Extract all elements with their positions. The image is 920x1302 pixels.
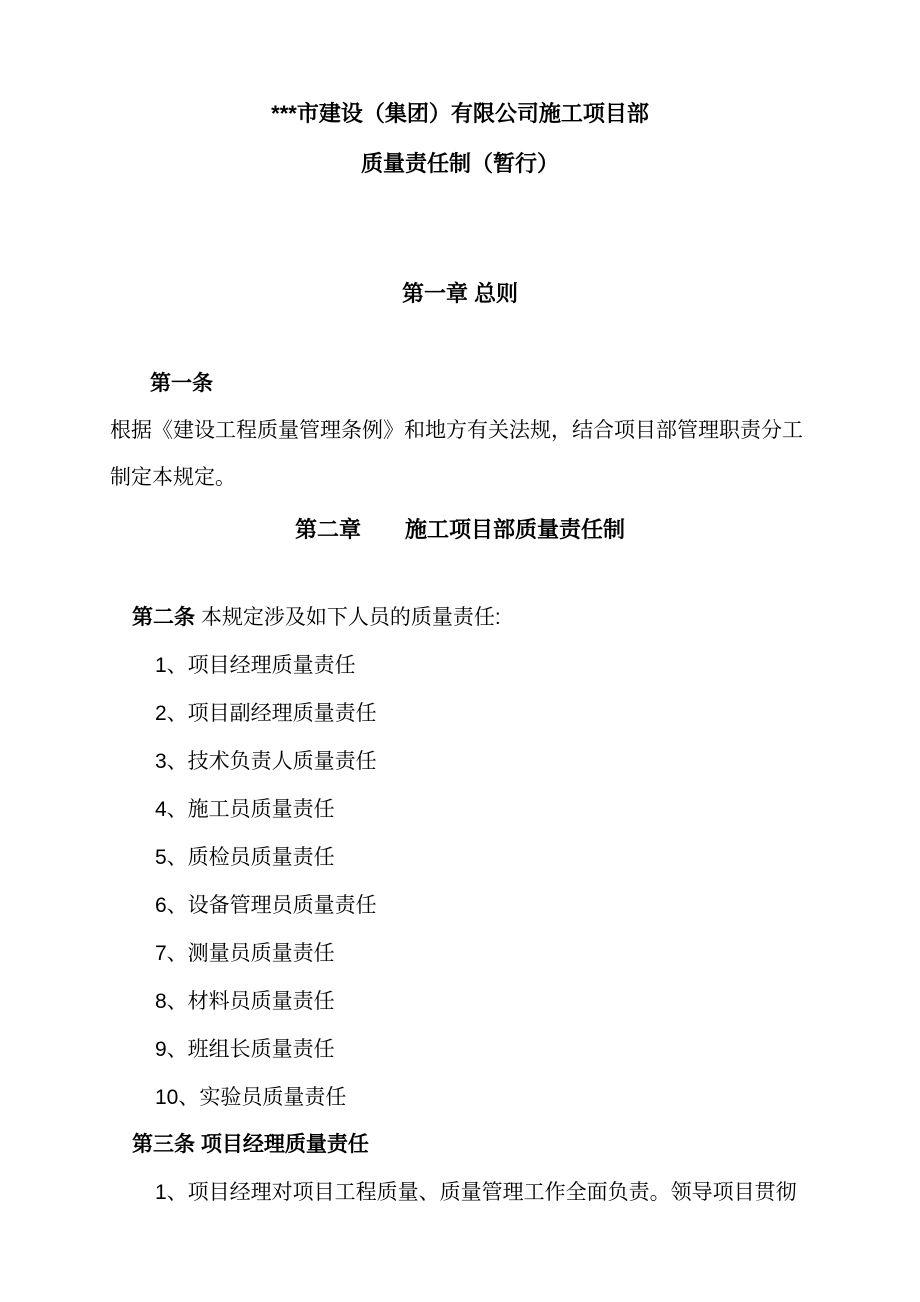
list-item: 2、项目副经理质量责任 [155, 702, 377, 725]
list-item: 8、材料员质量责任 [155, 990, 335, 1013]
article2-label: 第二条 [132, 606, 195, 629]
article3-heading [110, 1131, 810, 1159]
document-title-line2: 质量责任制（暂行） [360, 151, 559, 176]
article2-intro: 本规定涉及如下人员的质量责任: [200, 606, 501, 629]
list-item: 1、项目经理质量责任 [155, 654, 356, 677]
chapter2-heading: 第二章 施工项目部质量责任制 [294, 517, 625, 542]
list-item: 4、施工员质量责任 [155, 798, 335, 821]
list-item: 10、实验员质量责任 [155, 1086, 347, 1109]
article1-label: 第一条 [150, 372, 213, 395]
article1-body-line1: 根据《建设工程质量管理条例》和地方有关法规，结合项目部管理职责分工 [110, 419, 803, 442]
article3-label: 第三条 [132, 1133, 195, 1156]
article2-line [110, 604, 810, 632]
list-item: 7、测量员质量责任 [155, 942, 335, 965]
chapter1-heading: 第一章 总则 [401, 281, 519, 306]
list-item: 5、质检员质量责任 [155, 846, 335, 869]
article1-body-line2: 制定本规定。 [110, 466, 236, 489]
article3-title: 项目经理质量责任 [200, 1133, 369, 1156]
list-item: 3、技术负责人质量责任 [155, 750, 377, 773]
list-item: 6、设备管理员质量责任 [155, 894, 377, 917]
article3-body-line1: 1、项目经理对项目工程质量、质量管理工作全面负责。领导项目贯彻 [155, 1181, 797, 1204]
document-title-line1: ***市建设（集团）有限公司施工项目部 [271, 101, 649, 126]
list-item: 9、班组长质量责任 [155, 1038, 335, 1061]
